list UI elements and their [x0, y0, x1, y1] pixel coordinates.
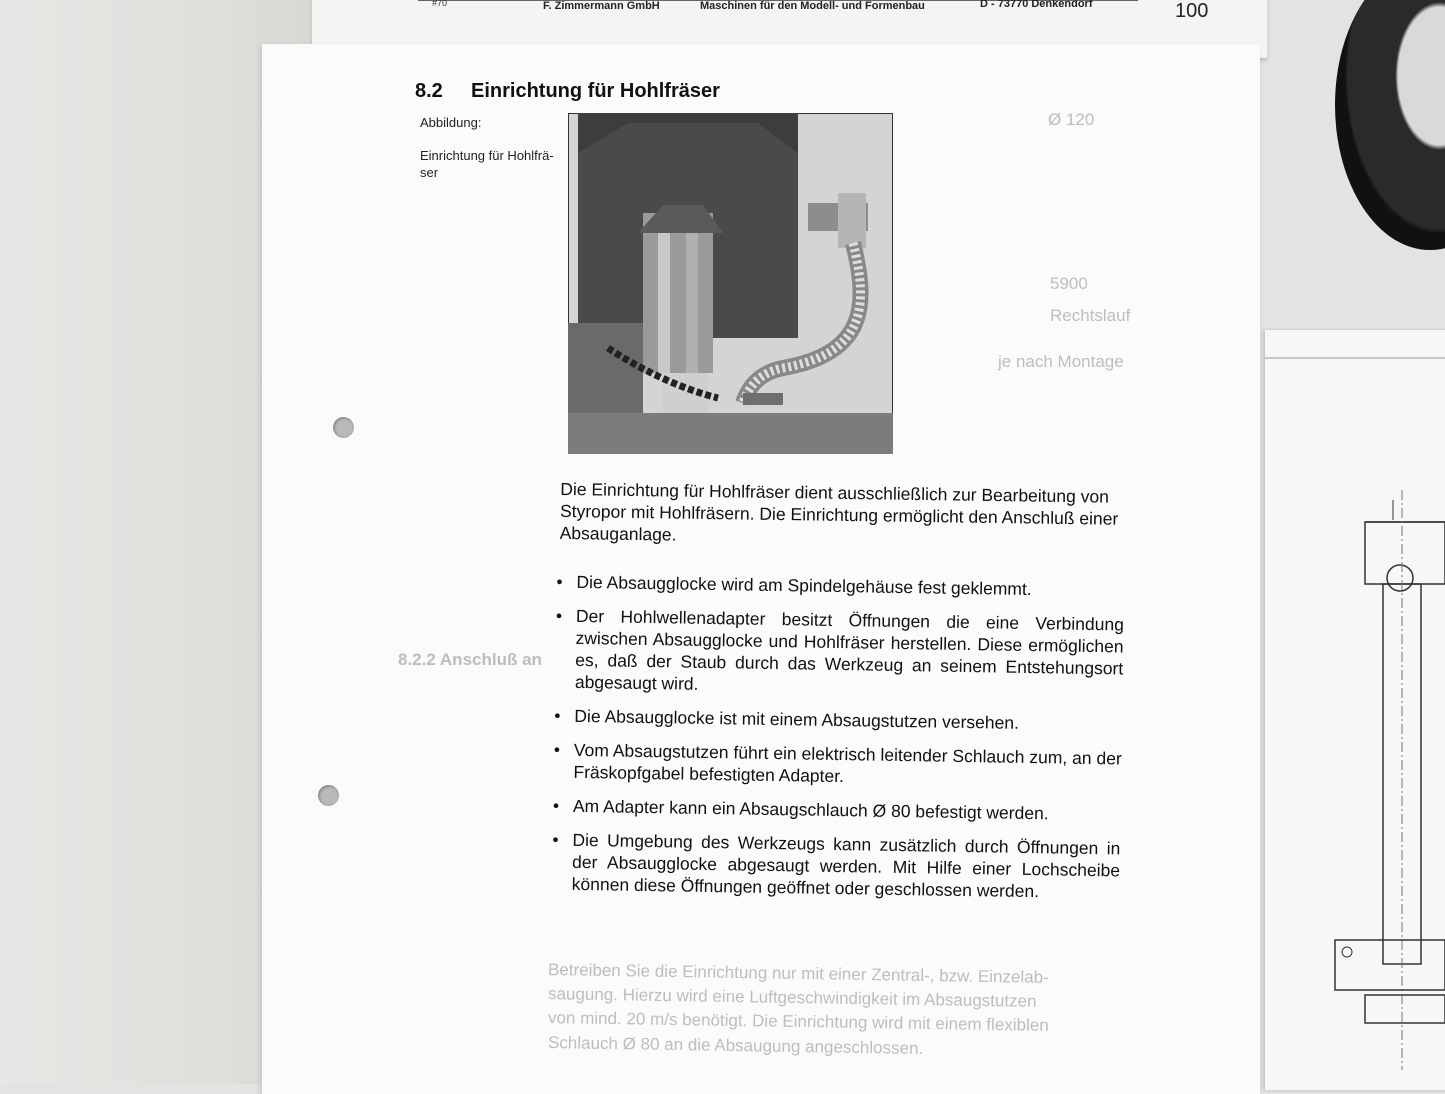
bullet-icon: •: [553, 739, 561, 760]
bullet-icon: •: [555, 605, 563, 626]
round-black-object: [1335, 0, 1445, 250]
header-company: F. Zimmermann GmbH: [543, 0, 660, 12]
bullet-icon: •: [554, 705, 561, 726]
intro-paragraph: Die Einrichtung für Hohlfräser dient ausschließlich zur Bearbeitung von Styropor mit Hohlfräsern. Die Einrichtung ermöglicht den Anschluß einer Absauganlage.: [559, 478, 1119, 545]
header-address: D - 73770 Denkendorf: [980, 0, 1093, 10]
bleed-through-note: je nach Montage: [998, 352, 1124, 371]
list-item: [552, 705, 1122, 736]
list-item: [551, 739, 1122, 792]
list-item-text: Vom Absaugstutzen führt ein elektrisch leitender Schlauch zum, an der Fräskopfgabel befestigten Adapter.: [573, 739, 1122, 787]
list-item-text: Am Adapter kann ein Absaugschlauch Ø 80 befestigt werden.: [572, 795, 1049, 824]
punch-hole: [333, 417, 354, 438]
machine-photo-drawing: [568, 113, 893, 454]
bleed-through-value: Ø 120: [1048, 110, 1095, 129]
list-item: [550, 829, 1121, 904]
list-item-text: Die Umgebung des Werkzeugs kann zusätzlich durch Öffnungen in der Absaugglocke abgesaugt werden. Mit Hilfe einer Lochscheibe können diese Öffnungen geöffnet oder geschlossen werden.: [571, 829, 1121, 902]
feature-bullet-list: [549, 571, 1124, 916]
list-item-text: Die Absaugglocke ist mit einem Absaugstutzen versehen.: [574, 705, 1020, 733]
page-number: 100: [1175, 0, 1209, 22]
punch-hole: [318, 785, 339, 806]
bleed-through-value: 5900: [1050, 274, 1088, 293]
bullet-icon: •: [552, 795, 560, 816]
figure-label: Abbildung:: [420, 115, 482, 130]
bullet-icon: •: [552, 829, 559, 850]
bleed-through-value: Rechtslauf: [1050, 306, 1131, 325]
figure-caption: Einrichtung für Hohlfrä-ser: [420, 148, 554, 180]
list-item-text: Die Absaugglocke wird am Spindelgehäuse fest geklemmt.: [576, 571, 1032, 600]
list-item: [553, 605, 1124, 702]
technical-drawing: [1265, 330, 1445, 1084]
bleed-through-paragraph: von mind. 20 m/s benötigt. Die Einrichtung wird mit einem flexiblen: [547, 1008, 1049, 1035]
header-subtitle: Maschinen für den Modell- und Formenbau: [700, 0, 925, 12]
header-code: #70: [432, 0, 448, 8]
bullet-icon: •: [556, 571, 563, 592]
machine-photo: [568, 113, 893, 454]
bleed-through-paragraph: Betreiben Sie die Einrichtung nur mit einer Zentral-, bzw. Einzelab-: [547, 960, 1049, 987]
section-number: 8.2: [415, 80, 443, 102]
bleed-through-paragraph: Schlauch Ø 80 an die Absaugung angeschlossen.: [547, 1033, 924, 1058]
technical-drawing-sheet: [1265, 330, 1445, 1090]
section-title: Einrichtung für Hohlfräser: [471, 80, 720, 102]
bleed-through-heading: 8.2.2 Anschluß an: [398, 650, 542, 669]
list-item-text: Der Hohlwellenadapter besitzt Öffnungen die eine Verbindung zwischen Absaugglocke und Hohlfräser herstellen. Diese ermöglichen es, daß der Staub durch das Werkzeug an seinem Entstehungsort abgesaugt wird.: [574, 605, 1125, 694]
bleed-through-paragraph: saugung. Hierzu wird eine Luftgeschwindigkeit im Absaugstutzen: [547, 984, 1037, 1011]
list-item: [551, 795, 1121, 826]
